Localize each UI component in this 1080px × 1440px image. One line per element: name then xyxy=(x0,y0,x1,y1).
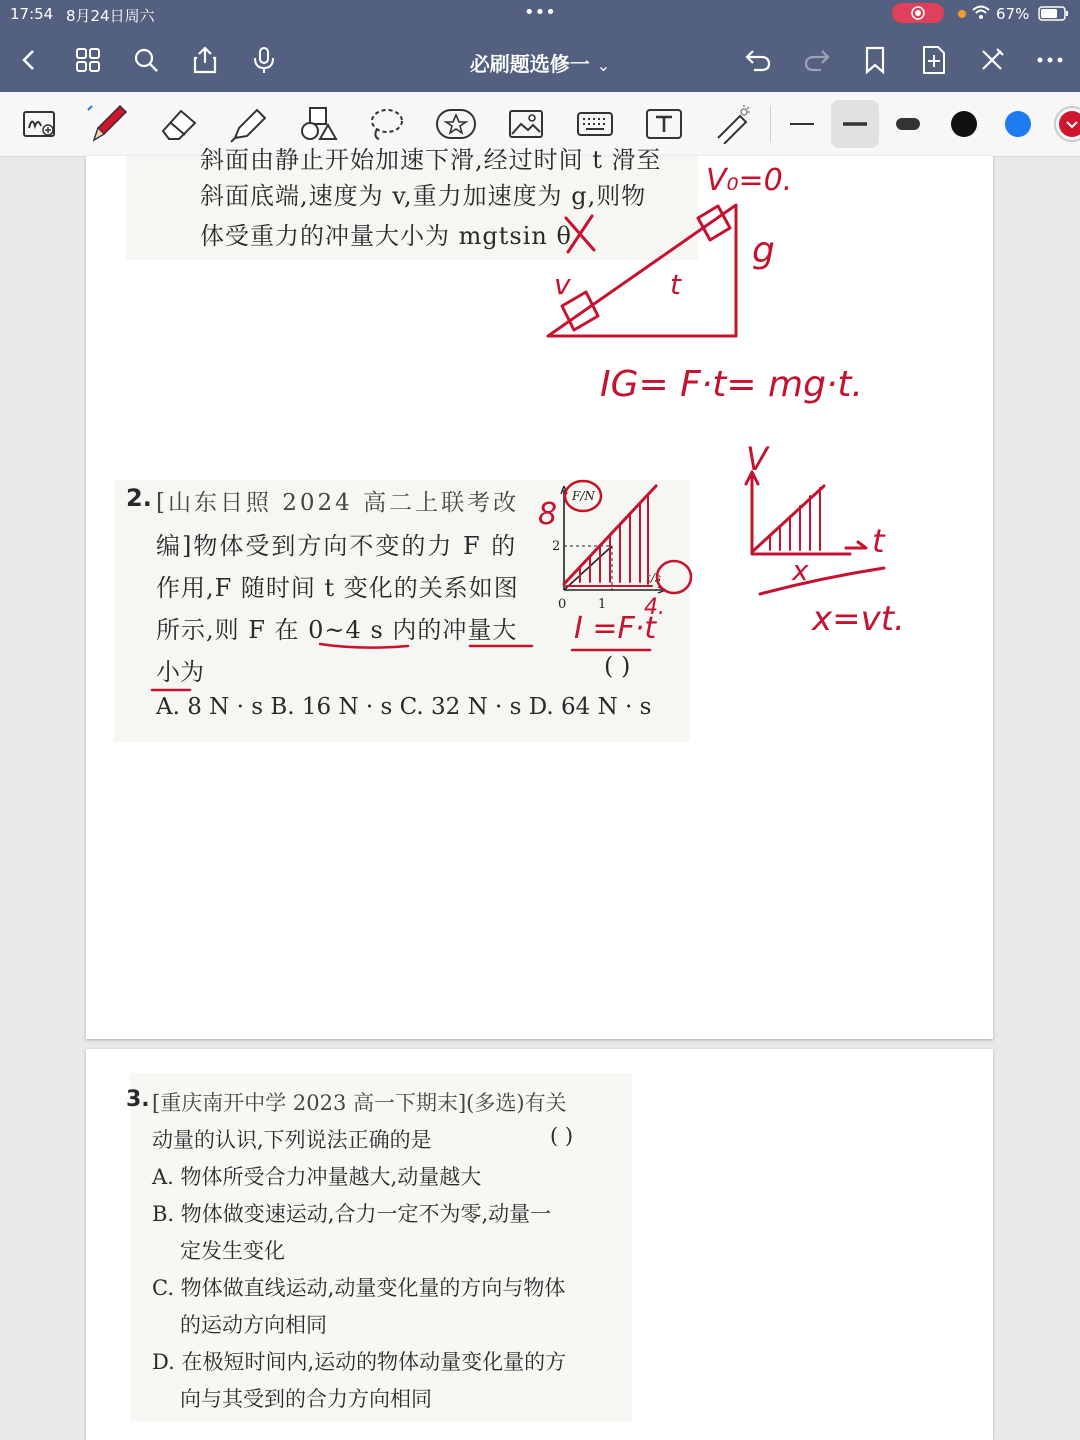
ink-vt-v-label: V xyxy=(746,440,768,478)
q3-option-c-2: 的运动方向相同 xyxy=(180,1313,327,1337)
ink-circle-fn xyxy=(565,481,601,511)
ink-impulse-eq-2: I =F·t xyxy=(574,611,657,646)
q1-line-2: 体受重力的冲量大小为 mgtsin θ xyxy=(200,222,572,250)
ink-vt-line xyxy=(752,486,824,552)
ink-vt-x-label: x xyxy=(792,554,809,587)
ink-g-label: g xyxy=(752,230,775,271)
document-title-text: 必刷题选修一 xyxy=(469,52,590,76)
ink-v-label: v xyxy=(554,268,571,301)
q3-option-d-2: 向与其受到的合力方向相同 xyxy=(180,1387,432,1411)
ink-impulse-eq-1: IG= F·t= mg·t. xyxy=(600,364,863,405)
ink-incline-triangle xyxy=(548,205,736,336)
ink-cross-mark xyxy=(566,216,594,252)
q2-line-3: 作用,F 随时间 t 变化的关系如图 xyxy=(156,574,519,602)
q3-number: 3. xyxy=(126,1087,150,1112)
ink-four-label: 4. xyxy=(644,595,665,620)
ink-vt-underline xyxy=(760,568,884,594)
ink-displacement-eq: x=vt. xyxy=(812,599,905,639)
ink-circle-ts xyxy=(657,561,691,593)
status-date: 8月24日周六 xyxy=(66,7,155,25)
ink-vt-t-label: t xyxy=(872,522,885,560)
q3-line-1: [重庆南开中学 2023 高一下期末](多选)有关 xyxy=(152,1091,567,1115)
ink-eight-label: 8 xyxy=(538,497,558,532)
multitask-dots[interactable]: ••• xyxy=(524,2,556,23)
q1-line-0: 斜面由静止开始加速下滑,经过时间 t 滑至 xyxy=(200,146,662,174)
ink-vt-arrow xyxy=(846,542,866,548)
q2-line-1: [山东日照 2024 高二上联考改 xyxy=(156,490,520,516)
q3-line-2: 动量的认识,下列说法正确的是 xyxy=(152,1128,432,1152)
q3-option-d-1: D. 在极短时间内,运动的物体动量变化量的方 xyxy=(152,1350,567,1374)
status-time: 17:54 xyxy=(10,5,54,23)
battery-percent: 67% xyxy=(996,5,1030,23)
q2-answer-paren: ( ) xyxy=(604,652,631,680)
q2-line-4: 所示,则 F 在 0~4 s 内的冲量大 xyxy=(156,616,518,644)
q3-option-b-2: 定发生变化 xyxy=(180,1239,285,1263)
q2-number: 2. xyxy=(126,484,152,512)
q3-option-c-1: C. 物体做直线运动,动量变化量的方向与物体 xyxy=(152,1276,566,1300)
graph-y-axis-label: F/N xyxy=(572,489,595,503)
graph-x-axis-label: t/s xyxy=(646,571,662,585)
ink-t-label: t xyxy=(670,268,681,301)
ink-underline-time xyxy=(320,644,408,648)
graph-origin: 0 xyxy=(558,597,567,612)
q2-line-2: 编]物体受到方向不变的力 F 的 xyxy=(156,532,518,560)
q3-option-a: A. 物体所受合力冲量越大,动量越大 xyxy=(152,1165,482,1189)
ink-v0-label: V₀=0. xyxy=(706,163,793,198)
q3-answer-paren: ( ) xyxy=(550,1124,574,1148)
graph-x-tick: 1 xyxy=(598,597,607,612)
q2-options: A. 8 N · s B. 16 N · s C. 32 N · s D. 64 N · s xyxy=(156,694,652,720)
chevron-down-icon: ⌄ xyxy=(596,56,611,75)
q3-option-b-1: B. 物体做变速运动,合力一定不为零,动量一 xyxy=(152,1202,552,1226)
graph-y-tick: 2 xyxy=(552,539,561,554)
q2-line-5: 小为 xyxy=(156,658,204,686)
q1-line-1: 斜面底端,速度为 v,重力加速度为 g,则物 xyxy=(200,182,647,210)
